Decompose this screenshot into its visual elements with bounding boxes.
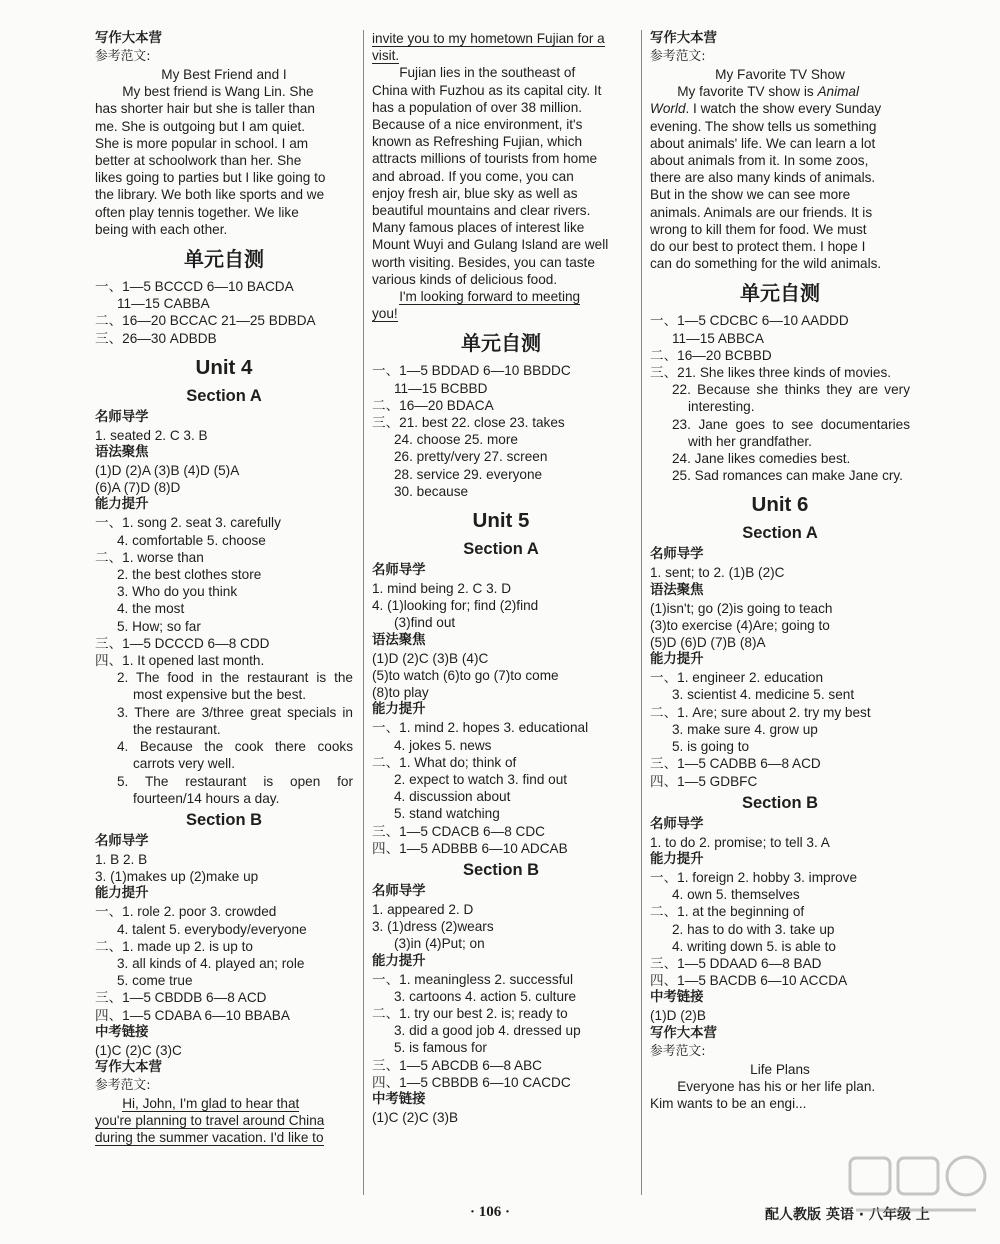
answer-line: 28. service 29. everyone bbox=[394, 466, 543, 482]
essay-title: Life Plans bbox=[750, 1061, 810, 1077]
essay-line: has shorter hair but she is taller than bbox=[95, 101, 315, 117]
letter-line: attracts millions of tourists from home bbox=[372, 151, 598, 167]
subheading: 中考链接 bbox=[372, 1091, 426, 1107]
answer-line: 3. cartoons 4. action 5. culture bbox=[394, 988, 577, 1004]
answer-line: 26. pretty/very 27. screen bbox=[394, 449, 548, 465]
answer-line: 1. sent; to 2. (1)B (2)C bbox=[650, 565, 785, 581]
letter-line: enjoy fresh air, blue sky as well as bbox=[372, 185, 578, 201]
essay-line: likes going to parties but I like going to bbox=[95, 170, 326, 186]
unit-test-title: 单元自测 bbox=[461, 331, 541, 356]
answer-line: 三、21. best 22. close 23. takes bbox=[372, 415, 565, 431]
answer-line: (5)D (6)D (7)B (8)A bbox=[650, 635, 766, 651]
answer-line: 11—15 BCBBD bbox=[394, 380, 488, 396]
answer-line: (3)find out bbox=[394, 615, 456, 631]
column-divider bbox=[363, 30, 364, 1195]
essay-line: me. She is outgoing but I am quiet. bbox=[95, 118, 306, 134]
letter-line: Hi, John, I'm glad to hear that bbox=[122, 1095, 300, 1111]
unit-test-title: 单元自测 bbox=[184, 247, 264, 272]
essay-line: animals. Animals are our friends. It is bbox=[650, 204, 873, 220]
answer-line: 二、1. worse than bbox=[95, 549, 204, 565]
letter-line: and abroad. If you come, you can bbox=[372, 168, 574, 184]
answer-line: 2. expect to watch 3. find out bbox=[394, 771, 568, 787]
show-name-italic: Animal bbox=[817, 84, 860, 100]
answer-line: 三、1—5 CBDDB 6—8 ACD bbox=[95, 990, 267, 1006]
answer-line: 二、16—20 BDACA bbox=[372, 397, 494, 413]
answer-line: 1. mind being 2. C 3. D bbox=[372, 581, 512, 597]
essay-title: My Best Friend and I bbox=[161, 67, 287, 82]
section-heading: 写作大本营 bbox=[95, 31, 162, 46]
answer-line: 4. comfortable 5. choose bbox=[117, 532, 266, 548]
letter-line: beautiful mountains and clear rivers. bbox=[372, 203, 591, 219]
answer-line: 5. The restaurant is open for fourteen/14 hours a day. bbox=[117, 773, 353, 806]
answer-line: 一、1. mind 2. hopes 3. educational bbox=[372, 720, 589, 736]
subheading: 能力提升 bbox=[650, 652, 704, 668]
unit-title: Unit 5 bbox=[472, 509, 530, 533]
subheading: 名师导学 bbox=[650, 816, 704, 832]
answer-line: (1)D (2)A (3)B (4)D (5)A bbox=[95, 463, 240, 479]
essay-line: better at schoolwork than her. She bbox=[95, 153, 302, 169]
letter-line: Fujian lies in the southeast of bbox=[399, 65, 576, 81]
answer-line: 3. There are 3/three great specials in the restaurant. bbox=[117, 704, 353, 737]
answer-line: 3. make sure 4. grow up bbox=[672, 721, 818, 737]
answer-line: (5)to watch (6)to go (7)to come bbox=[372, 667, 559, 683]
subheading: 语法聚焦 bbox=[650, 582, 704, 598]
answer-line: 四、1—5 ADBBB 6—10 ADCAB bbox=[372, 840, 568, 856]
letter-line: invite you to my hometown Fujian for a bbox=[372, 31, 605, 46]
answer-line: 24. Jane likes comedies best. bbox=[672, 451, 851, 467]
column-left bbox=[95, 30, 353, 1147]
answer-line: 4. the most bbox=[117, 601, 185, 617]
answer-line: 5. is famous for bbox=[394, 1040, 487, 1056]
letter-line: Mount Wuyi and Gulang Island are well bbox=[372, 237, 609, 253]
sample-label: 参考范文: bbox=[95, 1077, 151, 1093]
answer-line: 四、1. It opened last month. bbox=[95, 653, 265, 669]
subheading: 名师导学 bbox=[372, 883, 426, 899]
answer-line: 3. Who do you think bbox=[117, 584, 238, 600]
subheading: 名师导学 bbox=[95, 409, 149, 425]
essay-line: the library. We both like sports and we bbox=[95, 187, 325, 203]
section-title: Section A bbox=[186, 386, 262, 405]
answer-line: (1)D (2)B bbox=[650, 1008, 706, 1024]
answer-line: 4. jokes 5. news bbox=[394, 737, 492, 753]
subheading: 能力提升 bbox=[650, 851, 704, 867]
letter-line: worth visiting. Besides, you can taste bbox=[372, 254, 595, 270]
watermark-logo bbox=[842, 1150, 992, 1228]
essay-line: She is more popular in school. I am bbox=[95, 135, 309, 151]
answer-line: 一、1. foreign 2. hobby 3. improve bbox=[650, 869, 858, 885]
letter-line: known as Refreshing Fujian, which bbox=[372, 134, 583, 150]
answer-line: 四、1—5 GDBFC bbox=[650, 773, 758, 789]
section-heading: 写作大本营 bbox=[650, 31, 717, 46]
answer-line: 23. Jane goes to see documentaries with her grandfather. bbox=[672, 416, 910, 449]
answer-line: 25. Sad romances can make Jane cry. bbox=[672, 468, 903, 484]
show-name-italic: World bbox=[650, 101, 686, 117]
column-right bbox=[650, 30, 910, 1112]
subheading: 语法聚焦 bbox=[95, 445, 149, 461]
letter-line: you're planning to travel around China bbox=[95, 1113, 325, 1129]
essay-line: can do something for the wild animals. bbox=[650, 256, 882, 272]
essay-line: wrong to kill them for food. We must bbox=[650, 221, 867, 237]
subheading: 能力提升 bbox=[372, 953, 426, 969]
sample-label: 参考范文: bbox=[650, 49, 706, 64]
essay-line: evening. The show tells us something bbox=[650, 118, 877, 134]
answer-line: 5. stand watching bbox=[394, 806, 500, 822]
answer-line: 4. talent 5. everybody/everyone bbox=[117, 921, 307, 937]
letter-line: Many famous places of interest like bbox=[372, 220, 585, 236]
essay-line bbox=[650, 100, 910, 117]
answer-line: (8)to play bbox=[372, 685, 429, 701]
answer-line: 3. all kinds of 4. played an; role bbox=[117, 955, 305, 971]
essay-line: But in the show we can see more bbox=[650, 187, 851, 203]
answer-line: 三、21. She likes three kinds of movies. bbox=[650, 365, 892, 381]
answer-line: 5. How; so far bbox=[117, 618, 201, 634]
letter-line: during the summer vacation. I'd like to bbox=[95, 1130, 324, 1146]
essay-line: My best friend is Wang Lin. She bbox=[122, 84, 314, 100]
subheading: 能力提升 bbox=[372, 702, 426, 718]
answer-line: 3. scientist 4. medicine 5. sent bbox=[672, 687, 855, 703]
answer-line: 3. (1)dress (2)wears bbox=[372, 919, 494, 935]
answer-line: (1)D (2)C (3)B (4)C bbox=[372, 650, 489, 666]
column-divider bbox=[641, 30, 642, 1195]
answer-line: 四、1—5 BACDB 6—10 ACCDA bbox=[650, 973, 848, 989]
section-title: Section B bbox=[185, 810, 263, 829]
section-title: Section B bbox=[741, 793, 819, 812]
answer-line: 5. is going to bbox=[672, 739, 750, 755]
answer-line: 三、1—5 CADBB 6—8 ACD bbox=[650, 756, 821, 772]
answer-line: 1. appeared 2. D bbox=[372, 901, 474, 917]
subheading: 中考链接 bbox=[95, 1024, 149, 1040]
answer-line: 四、1—5 CBBDB 6—10 CACDC bbox=[372, 1074, 571, 1090]
unit-title: Unit 6 bbox=[751, 493, 809, 517]
essay-text: . I watch the show every Sunday bbox=[685, 101, 882, 117]
section-title: Section A bbox=[463, 540, 539, 559]
letter-line: I'm looking forward to meeting bbox=[399, 289, 581, 305]
answer-line: 一、1—5 BCCCD 6—10 BACDA bbox=[95, 279, 294, 295]
column-middle bbox=[372, 30, 630, 1126]
publisher-label: 配人教版 英语 · 八年级 上 bbox=[765, 1207, 930, 1223]
page-number: · 106 · bbox=[470, 1204, 511, 1220]
essay-line: about animals' life. We can learn a lot bbox=[650, 135, 876, 151]
answer-line: 1. seated 2. C 3. B bbox=[95, 427, 208, 443]
answer-line: 三、1—5 DDAAD 6—8 BAD bbox=[650, 955, 822, 971]
section-title: Section A bbox=[742, 524, 818, 543]
letter-line: Because of a nice environment, it's bbox=[372, 117, 583, 133]
essay-line: about animals from it. In some zoos, bbox=[650, 153, 869, 169]
answer-line: 5. come true bbox=[117, 973, 193, 989]
subheading: 名师导学 bbox=[95, 833, 149, 849]
answer-line: 4. writing down 5. is able to bbox=[672, 938, 836, 954]
section-heading: 写作大本营 bbox=[650, 1025, 717, 1041]
answer-line: 24. choose 25. more bbox=[394, 432, 518, 448]
answer-line: (1)C (2)C (3)C bbox=[95, 1042, 182, 1058]
answer-line: 4. Because the cook there cooks carrots very well. bbox=[117, 739, 353, 772]
answer-line: 4. (1)looking for; find (2)find bbox=[372, 598, 539, 614]
answer-line: 22. Because she thinks they are very interesting. bbox=[672, 382, 910, 415]
answer-line: (3)in (4)Put; on bbox=[394, 936, 485, 952]
answer-line: 三、26—30 ADBDB bbox=[95, 330, 217, 346]
answer-line: 1. B 2. B bbox=[95, 851, 148, 867]
answer-line: 3. (1)makes up (2)make up bbox=[95, 869, 259, 885]
essay-text: My favorite TV show is bbox=[677, 84, 818, 100]
essay-line: Everyone has his or her life plan. bbox=[677, 1078, 876, 1094]
answer-line: 2. the best clothes store bbox=[117, 567, 262, 583]
answer-line: 二、16—20 BCBBD bbox=[650, 347, 772, 363]
answer-line: 四、1—5 CDABA 6—10 BBABA bbox=[95, 1007, 290, 1023]
answer-line: 二、1. Are; sure about 2. try my best bbox=[650, 704, 871, 720]
sample-label: 参考范文: bbox=[95, 49, 151, 64]
answer-line: (6)A (7)D (8)D bbox=[95, 480, 181, 496]
essay-line: Kim wants to be an engi... bbox=[650, 1095, 807, 1111]
essay-title: My Favorite TV Show bbox=[715, 67, 845, 82]
letter-line: various kinds of delicious food. bbox=[372, 271, 558, 287]
answer-line: 4. discussion about bbox=[394, 789, 511, 805]
letter-line: China with Fuzhou as its capital city. It bbox=[372, 82, 602, 98]
answer-line: 一、1. role 2. poor 3. crowded bbox=[95, 904, 277, 920]
subheading: 中考链接 bbox=[650, 990, 704, 1006]
answer-line: 二、1. made up 2. is up to bbox=[95, 938, 253, 954]
subheading: 名师导学 bbox=[372, 563, 426, 579]
essay-line: being with each other. bbox=[95, 221, 228, 237]
subheading: 语法聚焦 bbox=[372, 632, 426, 648]
answer-line: (3)to exercise (4)Are; going to bbox=[650, 617, 830, 633]
unit-title: Unit 4 bbox=[195, 355, 253, 379]
section-heading: 写作大本营 bbox=[95, 1059, 162, 1075]
answer-line: 一、1. song 2. seat 3. carefully bbox=[95, 515, 281, 531]
subheading: 能力提升 bbox=[95, 497, 149, 513]
answer-line: 二、1. try our best 2. is; ready to bbox=[372, 1005, 568, 1021]
essay-line: do our best to protect them. I hope I bbox=[650, 239, 866, 255]
answer-line: 三、1—5 ABCDB 6—8 ABC bbox=[372, 1057, 542, 1073]
answer-line: 4. own 5. themselves bbox=[672, 887, 800, 903]
answer-line: 二、16—20 BCCAC 21—25 BDBDA bbox=[95, 313, 316, 329]
answer-line: 三、1—5 CDACB 6—8 CDC bbox=[372, 823, 545, 839]
letter-line: you! bbox=[372, 306, 398, 322]
answer-line: 一、1—5 BDDAD 6—10 BBDDC bbox=[372, 363, 571, 379]
letter-line: visit. bbox=[372, 48, 400, 64]
answer-line: 3. did a good job 4. dressed up bbox=[394, 1023, 581, 1039]
essay-line: there are also many kinds of animals. bbox=[650, 170, 876, 186]
answer-line: 11—15 CABBA bbox=[117, 296, 210, 312]
answer-line: 一、1. engineer 2. education bbox=[650, 670, 824, 686]
answer-line: (1)isn't; go (2)is going to teach bbox=[650, 600, 833, 616]
essay-line: often play tennis together. We like bbox=[95, 204, 299, 220]
answer-line: 30. because bbox=[394, 483, 469, 499]
essay-line bbox=[650, 83, 910, 100]
answer-line: 11—15 ABBCA bbox=[672, 330, 764, 346]
answer-line: 二、1. at the beginning of bbox=[650, 904, 805, 920]
subheading: 能力提升 bbox=[95, 886, 149, 902]
unit-test-title: 单元自测 bbox=[740, 281, 820, 306]
answer-line: 二、1. What do; think of bbox=[372, 754, 517, 770]
answer-line: 三、1—5 DCCCD 6—8 CDD bbox=[95, 635, 270, 651]
answer-line: 1. to do 2. promise; to tell 3. A bbox=[650, 834, 830, 850]
answer-line: 2. The food in the restaurant is the most expensive but the best. bbox=[117, 670, 353, 703]
section-title: Section B bbox=[462, 860, 540, 879]
subheading: 名师导学 bbox=[650, 547, 704, 563]
sample-label: 参考范文: bbox=[650, 1043, 706, 1059]
answer-line: (1)C (2)C (3)B bbox=[372, 1109, 459, 1125]
answer-line: 一、1—5 CDCBC 6—10 AADDD bbox=[650, 313, 849, 329]
answer-line: 一、1. meaningless 2. successful bbox=[372, 971, 573, 987]
answer-line: 2. has to do with 3. take up bbox=[672, 921, 835, 937]
letter-line: has a population of over 38 million. bbox=[372, 99, 583, 115]
